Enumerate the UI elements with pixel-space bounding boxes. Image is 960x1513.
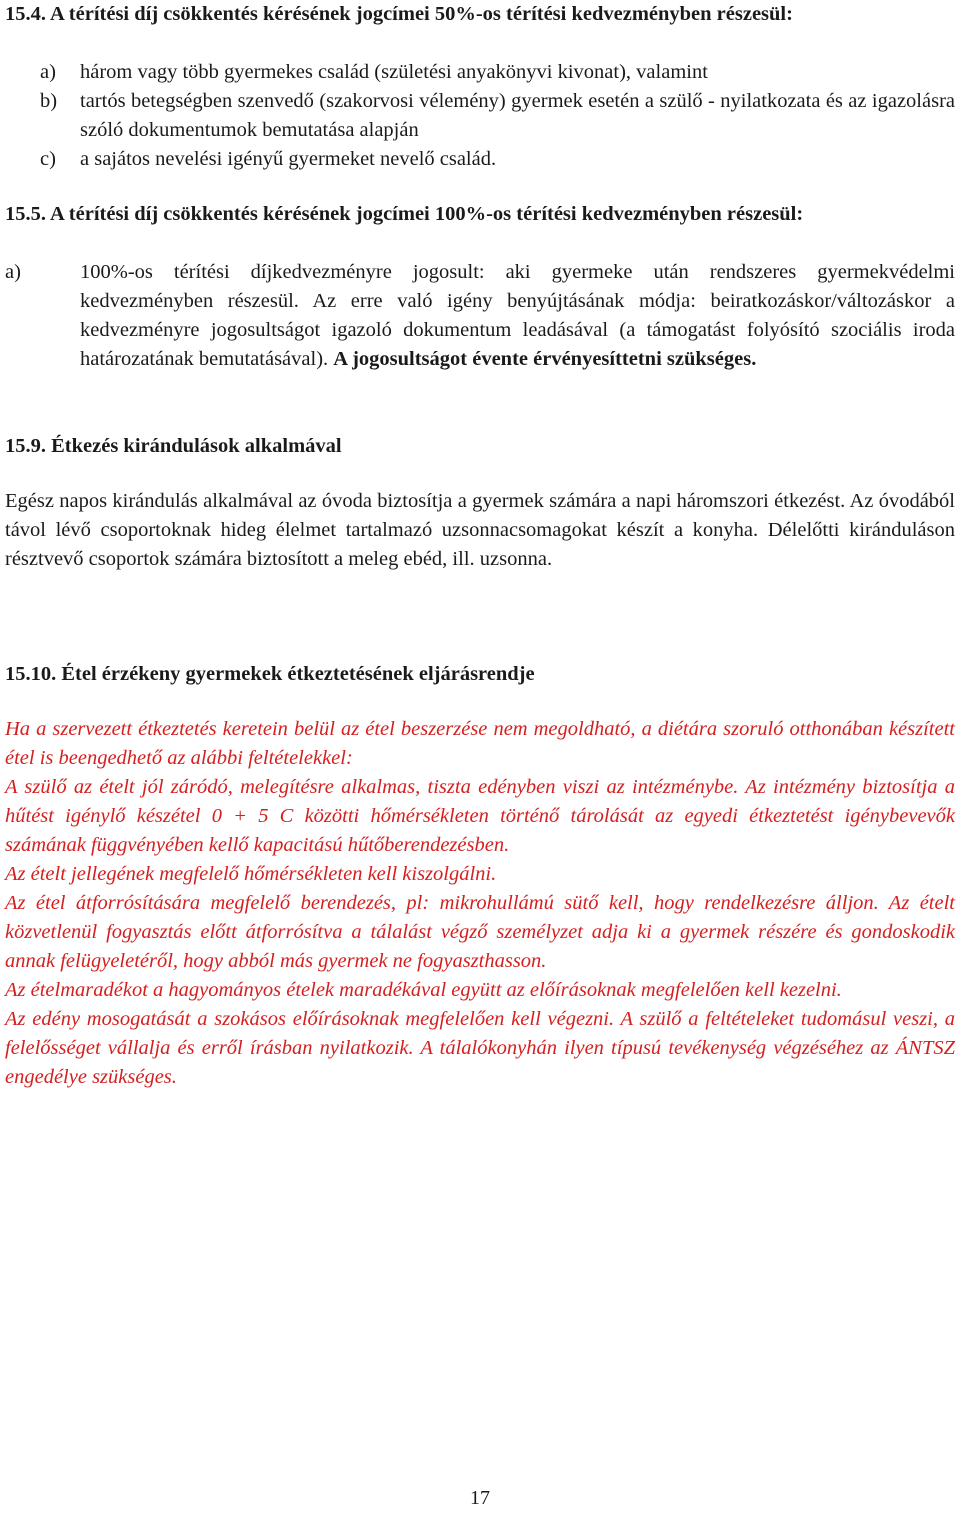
document-page — [5, 0, 955, 1092]
section-15-4-heading: 15.4. A térítési díj csökkentés kérésének jogcímei 50%-os térítési kedvezményben részesül: — [5, 3, 793, 25]
section-15-10-paragraph: Az étel átforrósítására megfelelő berendezés, pl: mikrohullámú sütő kell, hogy rendelkezésre álljon. Az ételt közvetlenül fogyasztás előtt átforrósítva a tálalást végző személyzet adja ki a gyermek részére és gondoskodik annak felügyeletéről, hogy abból más gyermek ne fogyaszthasson. — [5, 892, 955, 972]
section-15-10-heading: 15.10. Étel érzékeny gyermekek étkeztetésének eljárásrendje — [5, 663, 535, 685]
list-marker: c) — [40, 148, 56, 170]
section-15-9-body: Egész napos kirándulás alkalmával az óvoda biztosítja a gyermek számára a napi háromszori étkezést. Az óvodából távol lévő csoportoknak hideg élelmet tartalmazó uzsonnacsomagokat készít a konyha. Délelőtti kiránduláson résztvevő csoportok számára biztosított a meleg ebéd, ill. uzsonna. — [5, 490, 955, 570]
section-15-10-paragraph: Ha a szervezett étkeztetés keretein belül az étel beszerzése nem megoldható, a diétára szoruló otthonában készített étel is beengedhető az alábbi feltételekkel: — [5, 718, 955, 769]
item-bold-text: A jogosultságot évente érvényesíttetni szükséges. — [333, 348, 757, 370]
section-15-4-list — [40, 58, 955, 174]
section-15-10-paragraph: Az ételmaradékot a hagyományos ételek maradékával együtt az előírásoknak megfelelően kell kezelni. — [5, 979, 842, 1001]
list-item — [40, 145, 955, 174]
list-marker: b) — [40, 90, 58, 112]
list-item — [40, 87, 955, 145]
section-15-10-paragraph: Az edény mosogatását a szokásos előírásoknak megfelelően kell végezni. A szülő a feltételeket tudomásul veszi, a felelősséget vállalja és erről írásban nyilatkozik. A tálalókonyhán ilyen típusú tevékenység végzéséhez az ÁNTSZ engedélye szükséges. — [5, 1008, 955, 1088]
section-15-10-paragraph: A szülő az ételt jól záródó, melegítésre alkalmas, tiszta edényben viszi az intézménybe. Az intézmény biztosítja a hűtést igénylő készétel 0 + 5 C közötti hőmérsékleten történő tárolását az egyedi étkeztetést igénybevevők számának függvényében kellő kapacitású hűtőberendezésben. — [5, 776, 955, 856]
list-item — [40, 58, 955, 87]
list-item — [5, 258, 955, 374]
list-marker: a) — [5, 261, 21, 283]
list-marker: a) — [40, 61, 56, 83]
list-item-text: a sajátos nevelési igényű gyermeket nevelő család. — [80, 148, 497, 170]
list-item-text: tartós betegségben szenvedő (szakorvosi vélemény) gyermek esetén a szülő - nyilatkozata és az igazolásra szóló dokumentumok bemutatása alapján — [80, 90, 955, 141]
section-15-10-paragraph: Az ételt jellegének megfelelő hőmérsékleten kell kiszolgálni. — [5, 863, 497, 885]
item-body-text: 100%-os térítési díjkedvezményre jogosult: aki gyermeke után rendszeres gyermekvédelmi kedvezményben részesül. Az erre való igény benyújtásának módja: beiratkozáskor/változáskor a kedvezményre jogosultságot igazoló dokumentum leadásával (a támogatást folyósító szociális iroda határozatának bemutatásával). — [80, 261, 955, 370]
page-number: 17 — [470, 1487, 490, 1509]
section-15-9-heading: 15.9. Étkezés kirándulások alkalmával — [5, 435, 342, 457]
section-15-5-heading: 15.5. A térítési díj csökkentés kérésének jogcímei 100%-os térítési kedvezményben részesül: — [5, 203, 804, 225]
list-item-text — [80, 258, 955, 374]
section-15-5-list — [5, 258, 955, 374]
list-item-text: három vagy több gyermekes család (születési anyakönyvi kivonat), valamint — [80, 61, 708, 83]
